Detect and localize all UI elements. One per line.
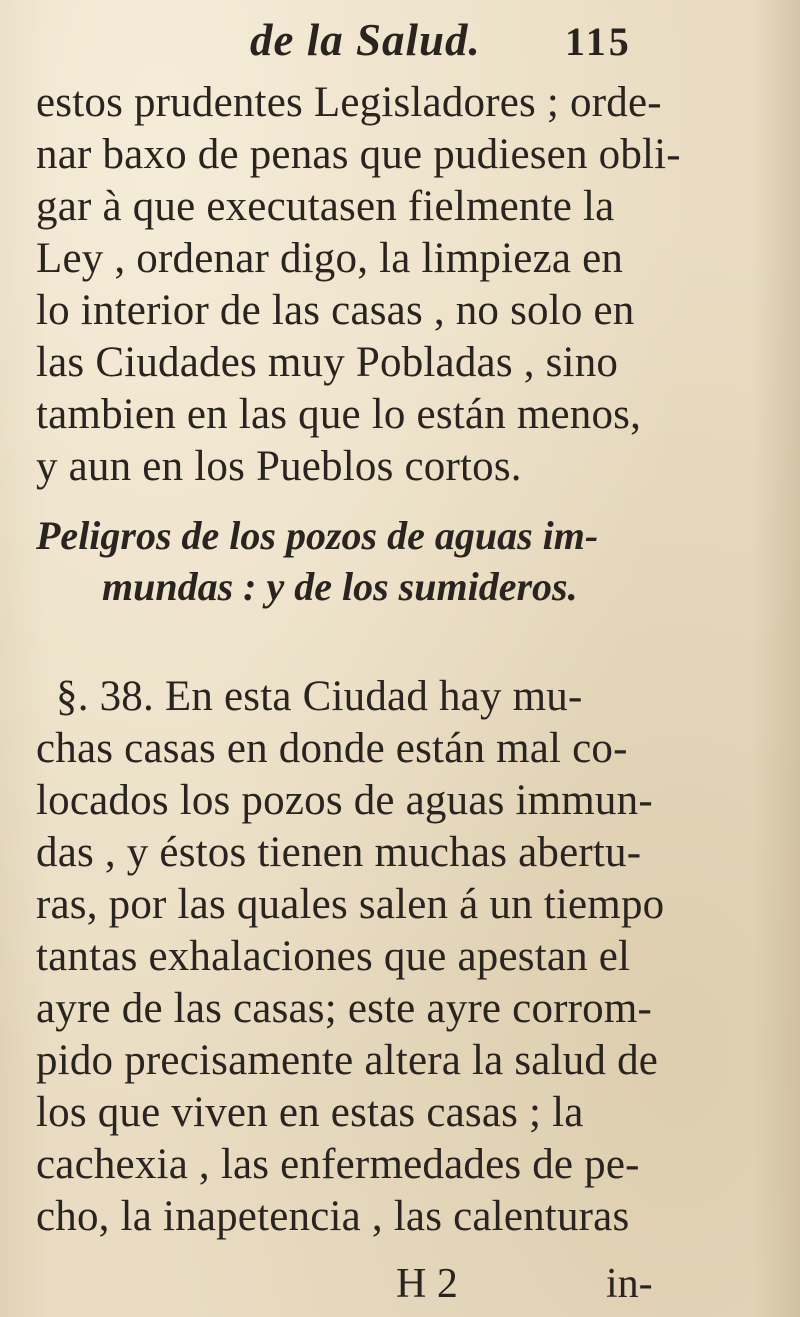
page-footer xyxy=(0,1260,800,1312)
running-title: de la Salud. xyxy=(250,15,481,65)
text-line: Ley , ordenar digo, la limpieza en xyxy=(36,235,624,282)
signature-mark: H 2 xyxy=(396,1261,458,1307)
text-line: tantas exhalaciones que apestan el xyxy=(36,933,631,980)
section-heading-line-1: Peligros de los pozos de aguas im- xyxy=(36,513,599,558)
text-line: y aun en los Pueblos cortos. xyxy=(36,443,522,490)
text-line: las Ciudades muy Pobladas , sino xyxy=(36,339,619,386)
text-line: tambien en las que lo están menos, xyxy=(36,391,642,438)
text-line: gar à que executasen fielmente la xyxy=(36,183,615,230)
text-line: los que viven en estas casas ; la xyxy=(36,1089,584,1136)
text-line: ayre de las casas; este ayre corrom- xyxy=(36,985,653,1032)
text-line: locados los pozos de aguas immun- xyxy=(36,777,653,824)
text-line: cho, la inapetencia , las calenturas xyxy=(36,1193,630,1240)
section-heading-line-2: mundas : y de los sumideros. xyxy=(102,564,578,609)
running-head xyxy=(0,14,760,70)
catchword: in- xyxy=(606,1261,653,1307)
text-line: estos prudentes Legisladores ; orde- xyxy=(36,79,662,126)
text-line: §. 38. En esta Ciudad hay mu- xyxy=(56,673,583,720)
text-line: ras, por las quales salen á un tiempo xyxy=(36,881,665,928)
text-line: nar baxo de penas que pudiesen obli- xyxy=(36,131,681,178)
text-line: cachexia , las enfermedades de pe- xyxy=(36,1141,640,1188)
page-number: 115 xyxy=(565,19,632,64)
text-line: das , y éstos tienen muchas abertu- xyxy=(36,829,642,876)
text-line: chas casas en donde están mal co- xyxy=(36,725,628,772)
text-line: lo interior de las casas , no solo en xyxy=(36,287,635,334)
text-line: pido precisamente altera la salud de xyxy=(36,1037,659,1084)
